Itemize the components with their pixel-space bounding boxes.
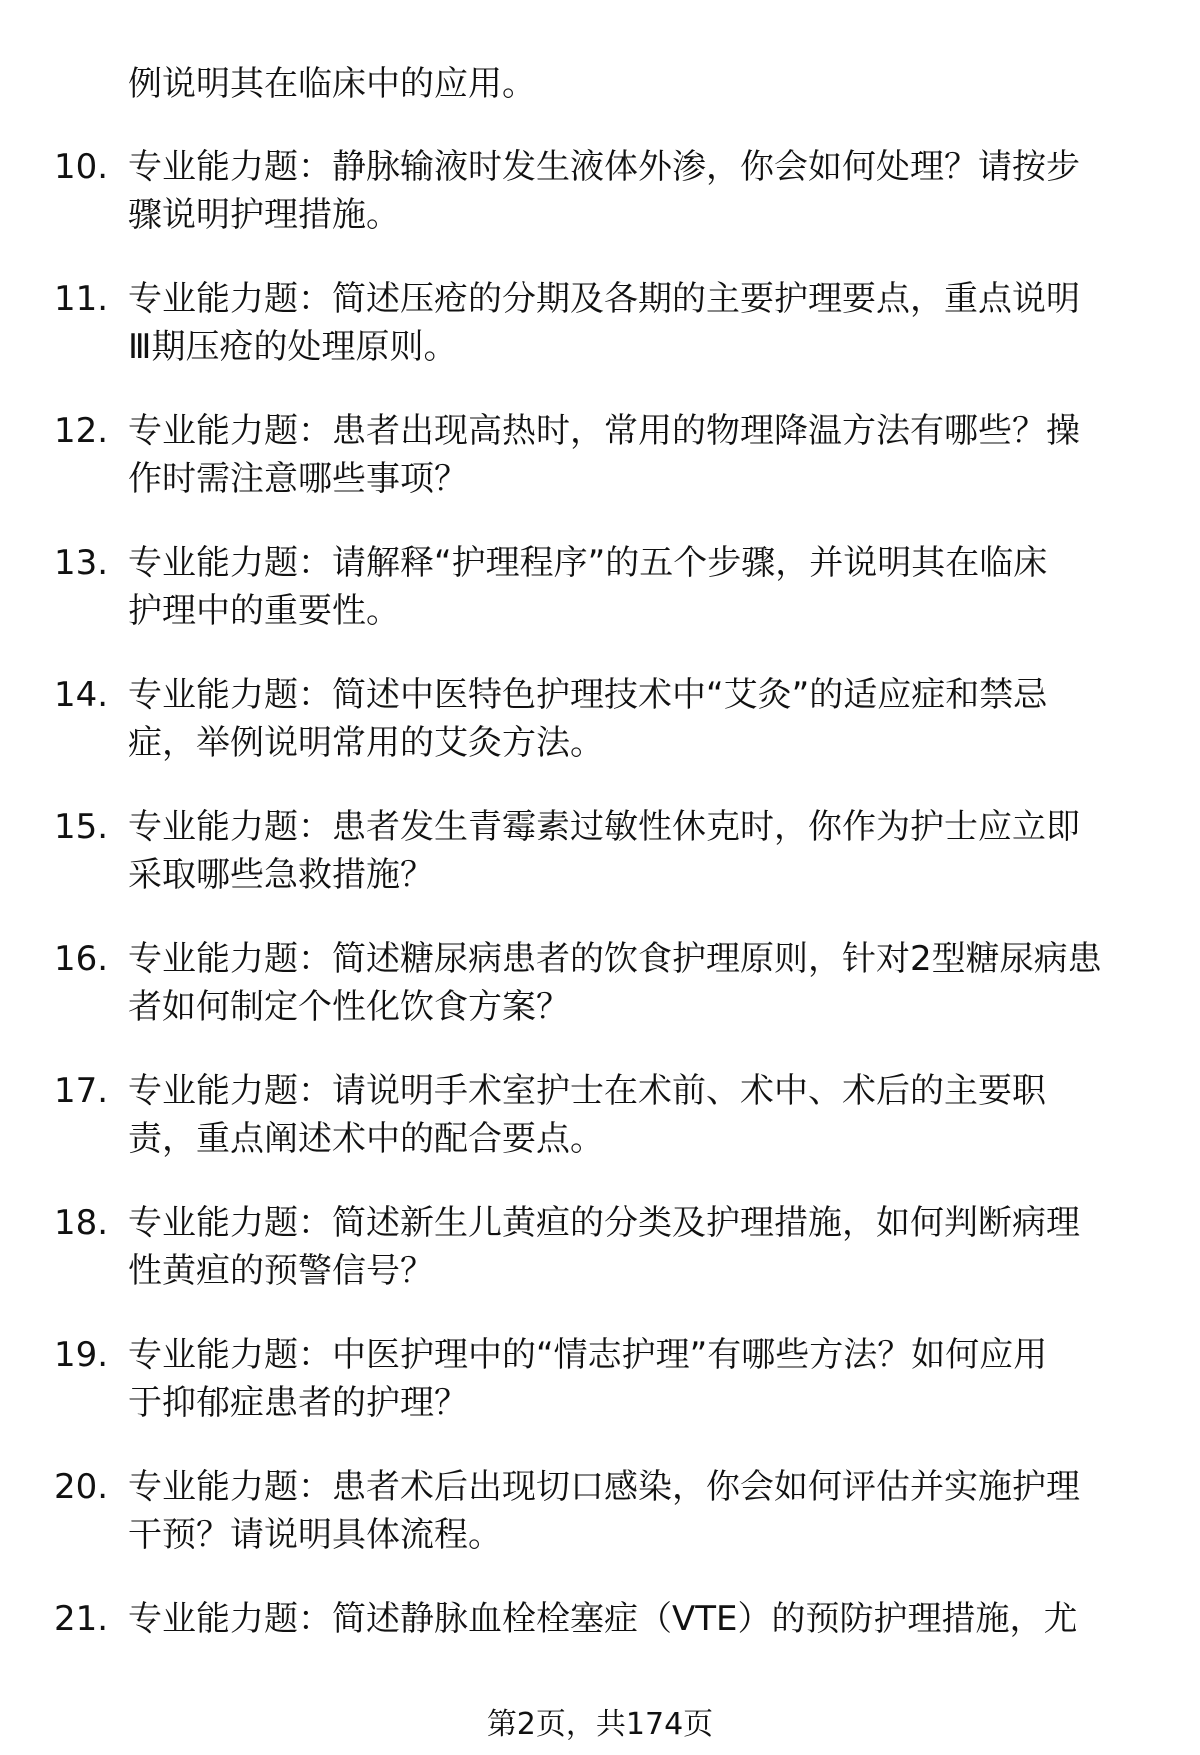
question-line: 采取哪些急救措施？ <box>128 855 434 895</box>
question-item <box>0 407 1200 539</box>
question-line: 专业能力题：中医护理中的“情志护理”有哪些方法？如何应用 <box>128 1335 1048 1375</box>
question-number: 18. <box>54 1203 109 1243</box>
question-number: 16. <box>54 939 109 979</box>
question-list <box>0 143 1200 1727</box>
question-item <box>0 803 1200 935</box>
question-text <box>128 275 1148 371</box>
question-number: 20. <box>54 1467 109 1507</box>
question-text <box>128 803 1148 899</box>
question-line: 专业能力题：患者发生青霉素过敏性休克时，你作为护士应立即 <box>128 807 1080 847</box>
question-line: 专业能力题：简述新生儿黄疸的分类及护理措施，如何判断病理 <box>128 1203 1080 1243</box>
question-item <box>0 275 1200 407</box>
question-line: 干预？请说明具体流程。 <box>128 1515 502 1555</box>
question-line: 专业能力题：简述中医特色护理技术中“艾灸”的适应症和禁忌 <box>128 675 1048 715</box>
question-item <box>0 935 1200 1067</box>
question-text <box>128 407 1148 503</box>
question-line: 护理中的重要性。 <box>128 591 400 631</box>
question-text <box>128 143 1148 239</box>
question-line: 专业能力题：请解释“护理程序”的五个步骤，并说明其在临床 <box>128 543 1048 583</box>
question-text <box>128 1067 1148 1163</box>
question-line: 责，重点阐述术中的配合要点。 <box>128 1119 604 1159</box>
question-number: 14. <box>54 675 109 715</box>
question-item <box>0 1463 1200 1595</box>
question-number: 10. <box>54 147 109 187</box>
question-text <box>128 1595 1148 1643</box>
continued-text: 例说明其在临床中的应用。 <box>128 64 536 104</box>
question-number: 15. <box>54 807 109 847</box>
question-line: 专业能力题：简述糖尿病患者的饮食护理原则，针对2型糖尿病患 <box>128 939 1102 979</box>
question-text <box>128 935 1148 1031</box>
question-line: 者如何制定个性化饮食方案？ <box>128 987 570 1027</box>
question-item <box>0 671 1200 803</box>
question-text <box>128 1463 1148 1559</box>
question-line: 于抑郁症患者的护理？ <box>128 1383 468 1423</box>
question-item <box>0 1067 1200 1199</box>
page-footer: 第2页，共174页 <box>486 1707 714 1742</box>
question-text <box>128 671 1148 767</box>
question-item <box>0 143 1200 275</box>
question-number: 21. <box>54 1599 109 1639</box>
question-line: 症，举例说明常用的艾灸方法。 <box>128 723 604 763</box>
question-number: 19. <box>54 1335 109 1375</box>
question-text <box>128 1199 1148 1295</box>
question-item <box>0 1199 1200 1331</box>
question-text <box>128 1331 1148 1427</box>
question-line: 专业能力题：患者出现高热时，常用的物理降温方法有哪些？操 <box>128 411 1080 451</box>
question-line: 专业能力题：患者术后出现切口感染，你会如何评估并实施护理 <box>128 1467 1080 1507</box>
question-line: 专业能力题：静脉输液时发生液体外渗，你会如何处理？请按步 <box>128 147 1080 187</box>
question-line: 骤说明护理措施。 <box>128 195 400 235</box>
question-line: 作时需注意哪些事项？ <box>128 459 468 499</box>
question-number: 12. <box>54 411 109 451</box>
question-text <box>128 539 1148 635</box>
question-line: 专业能力题：请说明手术室护士在术前、术中、术后的主要职 <box>128 1071 1046 1111</box>
question-line: Ⅲ期压疮的处理原则。 <box>128 327 458 367</box>
question-item <box>0 539 1200 671</box>
question-line: 专业能力题：简述压疮的分期及各期的主要护理要点，重点说明 <box>128 279 1080 319</box>
question-number: 17. <box>54 1071 109 1111</box>
question-line: 专业能力题：简述静脉血栓栓塞症（VTE）的预防护理措施，尤 <box>128 1599 1078 1639</box>
question-number: 13. <box>54 543 109 583</box>
question-line: 性黄疸的预警信号？ <box>128 1251 434 1291</box>
question-number: 11. <box>54 279 109 319</box>
question-item <box>0 1331 1200 1463</box>
